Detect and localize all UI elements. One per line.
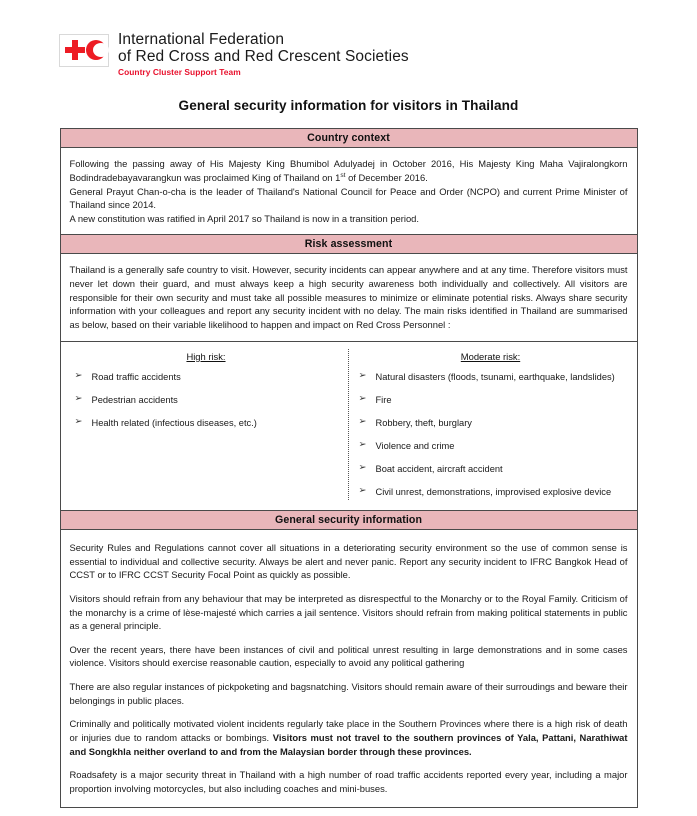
list-item — [355, 371, 627, 383]
page-title: General security information for visitors in Thailand — [178, 98, 519, 114]
gsi-paragraph-2: Visitors should refrain from any behaviour that may be interpreted as disrespectful to the Monarchy or to the Royal Family. Criticism of the monarchy is a crime of lèse-majesté which carries a jail sentence. Visitors should refrain from making political statements in public as a general principle. — [69, 592, 628, 632]
high-risk-item-label: Health related (infectious diseases, etc.) — [91, 417, 257, 428]
arrow-bullet-icon: ➢ — [358, 415, 367, 427]
arrow-bullet-icon: ➢ — [358, 438, 367, 450]
moderate-risk-item-label: Natural disasters (floods, tsunami, earthquake, landslides) — [375, 371, 615, 382]
crescent-shape — [86, 40, 106, 60]
high-risk-column — [65, 349, 349, 500]
arrow-bullet-icon: ➢ — [358, 461, 367, 473]
gsi-paragraph-4: There are also regular instances of pickpoketing and bagsnatching. Visitors should remain aware of their surroudings and beware their belongings in public places. — [69, 681, 628, 706]
high-risk-item-label: Road traffic accidents — [91, 371, 181, 382]
country-context-body — [61, 148, 637, 234]
moderate-risk-item-label: Civil unrest, demonstrations, improvised explosive device — [375, 486, 612, 497]
country-context-paragraph-3: A new constitution was ratified in April 2017 so Thailand is now in a transition period. — [69, 212, 420, 224]
gsi-paragraph-3: Over the recent years, there have been instances of civil and political unrest resulting in large demonstrations and in some cases violence. Visitors should exercise reasonable caution, especially to avoid any political gathering — [69, 643, 628, 669]
moderate-risk-item-label: Robbery, theft, burglary — [375, 417, 472, 428]
section-header-risk-assessment: Risk assessment — [61, 234, 637, 254]
general-security-information-body — [61, 530, 637, 807]
list-item — [355, 394, 627, 406]
ordinal-suffix: st — [340, 171, 346, 179]
gsi-paragraph-southern-provinces — [70, 717, 628, 758]
arrow-bullet-icon: ➢ — [358, 369, 367, 381]
arrow-bullet-icon: ➢ — [358, 484, 367, 496]
arrow-bullet-icon: ➢ — [74, 369, 83, 381]
moderate-risk-item-label: Fire — [375, 394, 392, 405]
list-item — [355, 463, 627, 475]
wordmark-tagline: Country Cluster Support Team — [118, 66, 241, 77]
list-item — [71, 394, 342, 406]
moderate-risk-list — [355, 371, 627, 498]
arrow-bullet-icon: ➢ — [74, 392, 83, 404]
moderate-risk-item-label: Boat accident, aircraft accident — [375, 463, 503, 474]
country-context-paragraph-2: General Prayut Chan-o-cha is the leader of Thailand's National Council for Peace and Order (NCPO) and current Prime Minister of Thailand since 2014. — [69, 185, 628, 211]
southern-normal-text: Criminally and politically motivated violent incidents regularly take place in the Southern Provinces where there is a high risk of death or injuries due to random attacks or bombings. — [69, 718, 628, 743]
gsi-paragraph-1: Security Rules and Regulations cannot cover all situations in a deteriorating security environment so the use of common sense is essential to individual and collective security. Always be alert and never panic. Report any security incident to IFRC Bangkok Head of CCST or to IFRC CCST Security Focal Point as quickly as possible. — [69, 542, 628, 581]
section-header-country-context: Country context — [61, 129, 637, 148]
list-item — [355, 486, 627, 498]
gsi-paragraph-5: Roadsafety is a major security threat in Thailand with a high number of road traffic accidents reported every year, including a major proportion involving motorcycles, but also including coaches and mini-buses. — [69, 769, 628, 794]
high-risk-heading: High risk: — [186, 350, 226, 362]
list-item — [71, 417, 342, 429]
section-header-general-security-information: General security information — [61, 510, 637, 530]
list-item — [71, 371, 342, 383]
moderate-risk-item-label: Violence and crime — [375, 440, 455, 451]
wordmark-line-1: International Federation — [118, 31, 285, 48]
arrow-bullet-icon: ➢ — [74, 415, 83, 427]
organization-wordmark — [118, 32, 409, 76]
risk-columns — [61, 341, 637, 510]
high-risk-item-label: Pedestrian accidents — [91, 394, 178, 405]
wordmark-line-2: of Red Cross and Red Crescent Societies — [118, 47, 409, 65]
list-item — [355, 417, 627, 429]
southern-bold-warning: Visitors must not travel to the southern provinces of Yala, Pattani, Narathiwat and Songkhla neither overland to and from the Malaysian border through these provinces. — [69, 731, 628, 757]
list-item — [355, 440, 627, 452]
country-context-paragraph-1: Following the passing away of His Majesty King Bhumibol Adulyadej in October 2016, His Majesty King Maha Vajiralongkorn Bodindradebayavarangkun was proclaimed King of Thailand on 1st of December 2016. — [69, 158, 628, 183]
document-table — [60, 128, 638, 808]
moderate-risk-column — [349, 349, 633, 500]
masthead — [0, 0, 697, 76]
red-cross-red-crescent-emblem-icon — [59, 34, 109, 67]
risk-assessment-intro-paragraph: Thailand is a generally safe country to visit. However, security incidents can appear anywhere and at any time. Therefore visitors must never let down their guard, and must always keep a high security awareness both individually and collectively. All visitors are responsible for their own security and must take all possible measures to minimize or eliminate potential risks. Always share security information with your colleagues and report any security incident with no delay. The main risks identified in Thailand are summarised as below, based on their variable likelihood to happen and impact on Red Cross Personnel : — [69, 264, 628, 330]
cross-horizontal-bar — [65, 47, 85, 53]
arrow-bullet-icon: ➢ — [358, 392, 367, 404]
high-risk-list — [71, 371, 342, 429]
risk-assessment-intro — [61, 254, 637, 340]
moderate-risk-heading: Moderate risk: — [460, 350, 521, 362]
